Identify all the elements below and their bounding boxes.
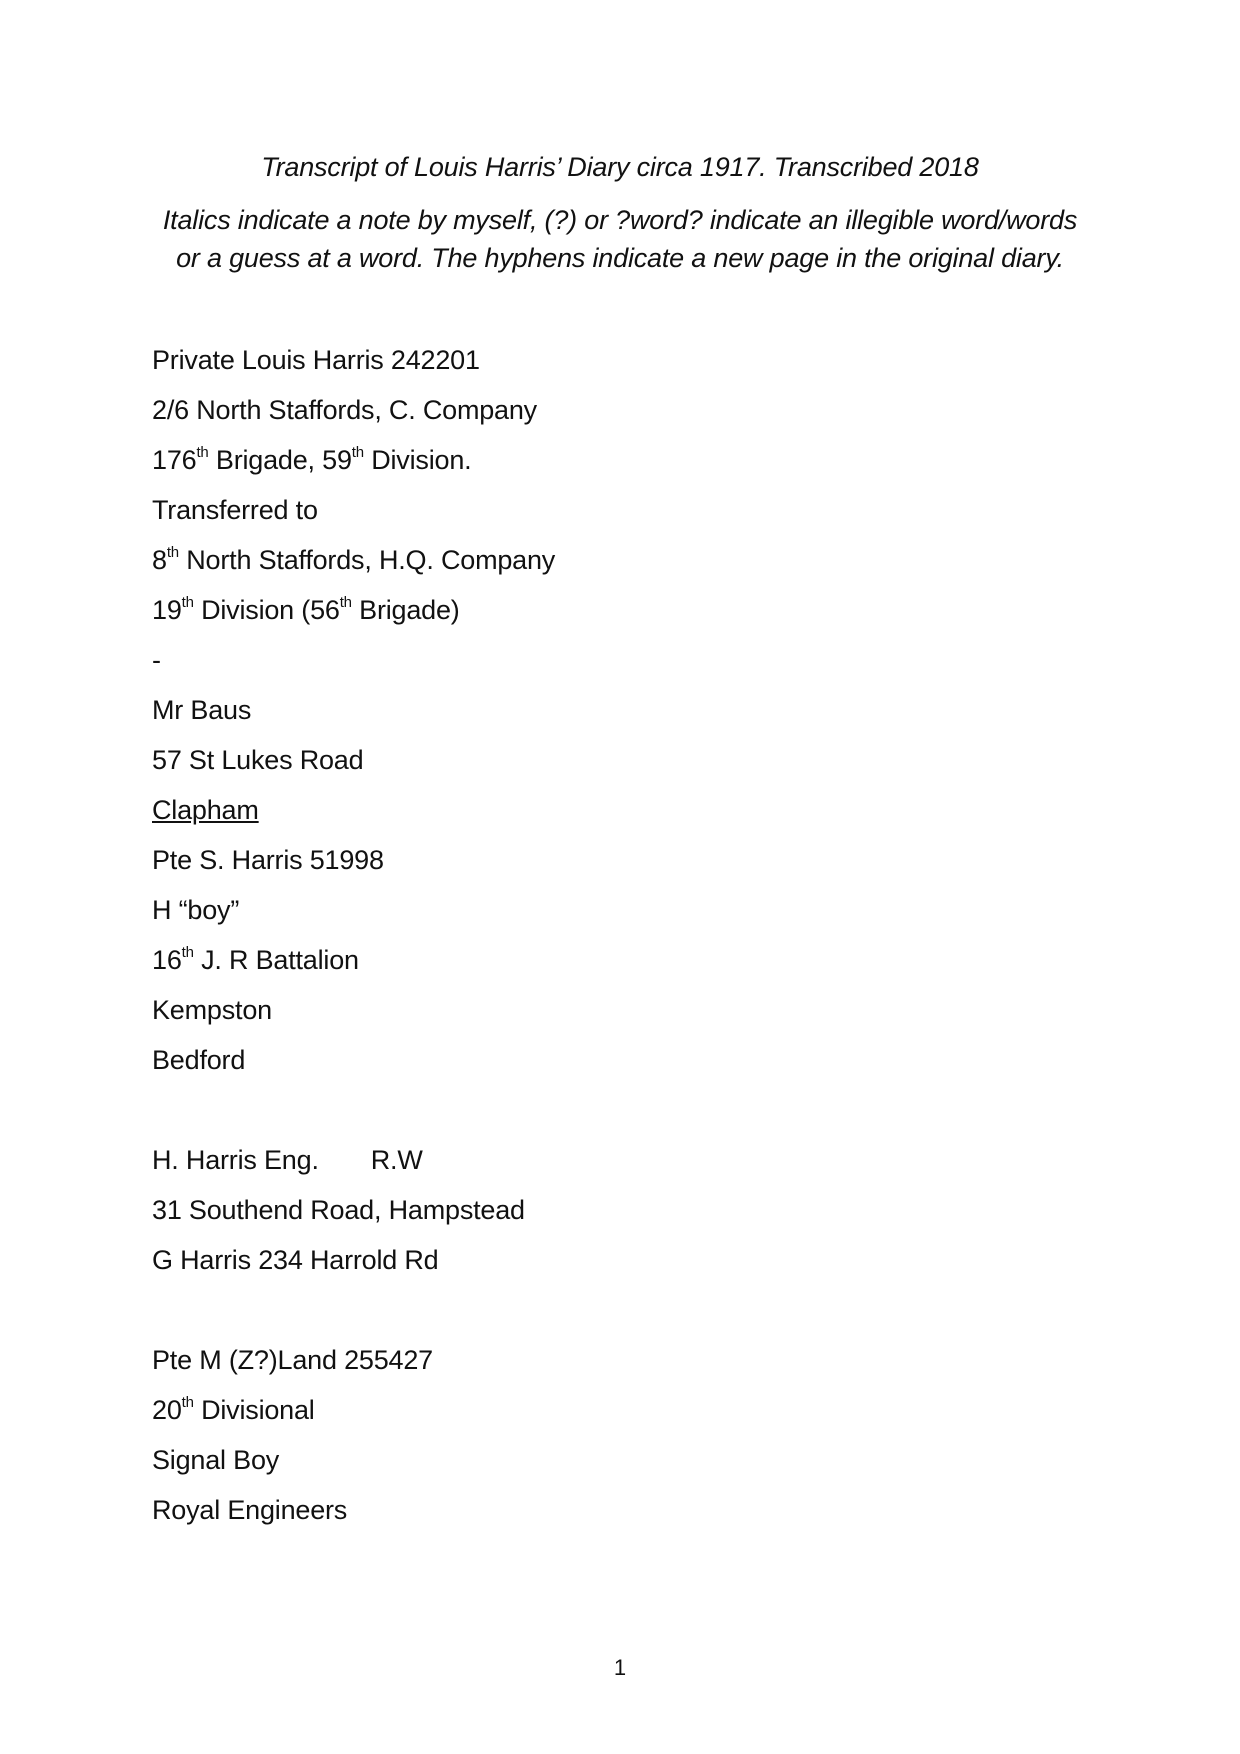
text-segment: Brigade, 59 xyxy=(208,445,352,475)
diary-line-division xyxy=(152,593,460,627)
page-break-hyphen: - xyxy=(152,645,161,675)
transcription-note-line-1: Italics indicate a note by myself, (?) or ?word? indicate an illegible word/words xyxy=(162,205,1078,235)
diary-line-place: Kempston xyxy=(152,995,272,1025)
text-segment: 176 xyxy=(152,445,197,475)
diary-line-address: 57 St Lukes Road xyxy=(152,745,364,775)
diary-line-nickname: H “boy” xyxy=(152,895,240,925)
diary-line-address: 31 Southend Road, Hampstead xyxy=(152,1195,525,1225)
document-title: Transcript of Louis Harris’ Diary circa 1917. Transcribed 2018 xyxy=(261,152,979,182)
diary-line-battalion xyxy=(152,943,359,977)
diary-line-town xyxy=(152,793,259,827)
diary-line-address: G Harris 234 Harrold Rd xyxy=(152,1245,439,1275)
diary-line-divisional xyxy=(152,1393,315,1427)
superscript: th xyxy=(181,944,194,961)
text-segment: 16 xyxy=(152,945,182,975)
diary-line-county: Bedford xyxy=(152,1045,246,1075)
diary-line-brigade xyxy=(152,443,471,477)
diary-line-regiment: 2/6 North Staffords, C. Company xyxy=(152,395,537,425)
text-segment: Divisional xyxy=(193,1395,315,1425)
diary-line-role: Signal Boy xyxy=(152,1445,280,1475)
text-segment: Division (56 xyxy=(193,595,340,625)
text-segment: J. R Battalion xyxy=(193,945,359,975)
underlined-text: Clapham xyxy=(152,795,259,825)
text-segment: R.W xyxy=(370,1145,423,1175)
superscript: th xyxy=(339,594,352,611)
diary-line-transferred: Transferred to xyxy=(152,495,318,525)
diary-line-soldier-name: Private Louis Harris 242201 xyxy=(152,345,480,375)
diary-line-corps: Royal Engineers xyxy=(152,1495,348,1525)
text-segment: 19 xyxy=(152,595,182,625)
text-segment: 8 xyxy=(152,545,167,575)
superscript: th xyxy=(351,444,364,461)
transcription-note xyxy=(0,201,1240,277)
diary-line-private: Pte S. Harris 51998 xyxy=(152,845,384,875)
superscript: th xyxy=(181,1394,194,1411)
text-segment: North Staffords, H.Q. Company xyxy=(178,545,556,575)
text-segment: Brigade) xyxy=(351,595,460,625)
text-segment: H. Harris Eng. xyxy=(152,1145,319,1175)
text-segment: Division. xyxy=(363,445,472,475)
page-number: 1 xyxy=(613,1655,627,1680)
superscript: th xyxy=(181,594,194,611)
superscript: th xyxy=(196,444,209,461)
diary-line-engineer xyxy=(152,1143,423,1177)
diary-line-contact-name: Mr Baus xyxy=(152,695,252,725)
superscript: th xyxy=(166,544,179,561)
text-segment: 20 xyxy=(152,1395,182,1425)
transcription-note-line-2: or a guess at a word. The hyphens indicate a new page in the original diary. xyxy=(176,243,1064,273)
diary-line-private: Pte M (Z?)Land 255427 xyxy=(152,1345,433,1375)
diary-line-new-regiment xyxy=(152,543,555,577)
